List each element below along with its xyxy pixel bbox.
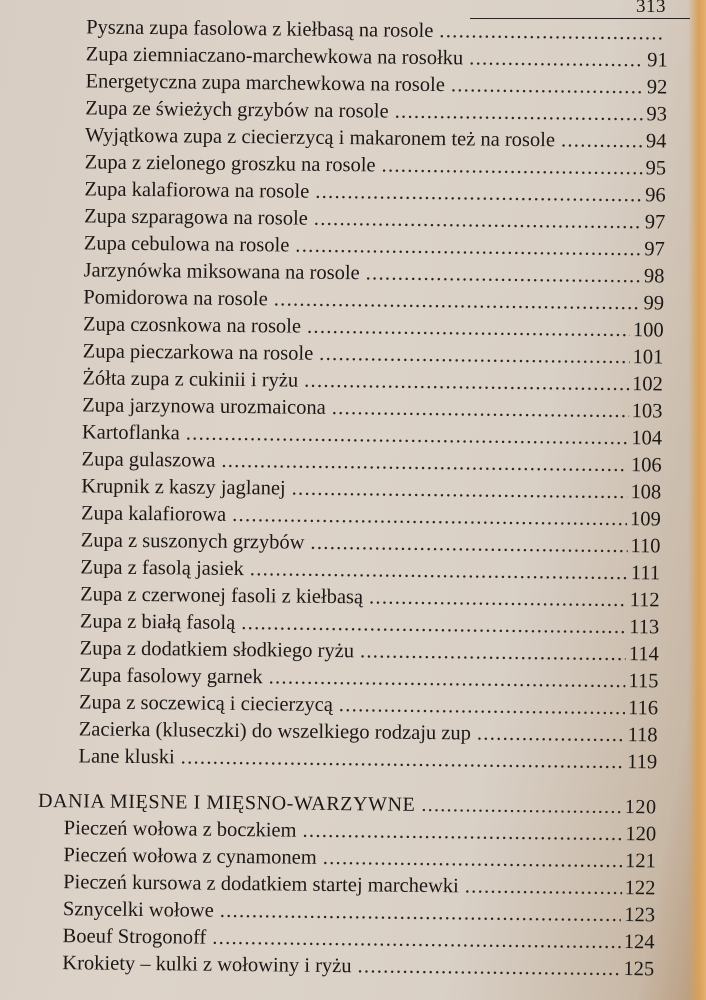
entry-page-number: 112 [629,589,660,612]
entry-title: Boeuf Strogonoff [62,925,207,949]
entry-title: Zupa z czerwonej fasoli z kiełbasą [80,583,364,609]
dot-leader [451,74,644,99]
entry-title: Zupa kalafiorowa [80,502,227,526]
entry-title: Zupa jarzynowa urozmaicona [82,394,326,419]
entry-title: Zupa ziemniaczano-marchewkowa na rosołku [85,43,464,70]
entry-page-number: 120 [625,823,657,846]
entry-title: Energetyczna zupa marchewkowa na rosole [85,70,446,97]
entry-page-number: 106 [630,454,662,477]
entry-title: Zupa cebulowa na rosole [83,232,290,257]
entry-page-number: 91 [647,49,668,72]
dot-leader [292,478,628,505]
entry-title: Zupa z suszonych grzybów [80,529,305,554]
dot-leader [295,235,641,262]
entry-title: Zupa kalafiorowa na rosole [84,178,310,203]
entry-title: Krokiety – kulki z wołowiny i ryżu [62,952,352,978]
entry-page-number: 99 [643,292,665,315]
dot-leader [332,397,629,423]
entry-page-number: 96 [645,184,666,207]
entry-page-number: 109 [629,508,661,531]
entry-page-number: 104 [631,427,663,450]
entry-title: Zupa z białą fasolą [79,610,236,634]
dot-leader [310,532,627,558]
entry-page-number: 120 [624,796,657,819]
entry-page-number: 119 [627,751,658,774]
entry-page-number: 116 [627,697,659,720]
entry-page-number: 108 [630,481,662,504]
entry-page-number: 110 [630,535,661,558]
dot-leader [221,450,628,477]
entry-title: Zupa z fasolą jasiek [80,556,244,581]
entry-page-number: 113 [629,616,660,639]
dot-leader [357,955,620,981]
dot-leader [421,794,622,819]
dot-leader [395,101,644,127]
entry-page-number: 93 [646,103,667,126]
dot-leader [220,900,622,927]
dot-leader [561,129,643,153]
entry-title: Zupa gulaszowa [81,448,216,472]
entry-page-number: 102 [632,373,663,396]
dot-leader [307,316,630,342]
dot-leader [360,640,626,666]
entry-title: Pieczeń wołowa z boczkiem [63,817,297,842]
entry-page-number: 114 [628,643,659,666]
entry-page-number: 118 [627,724,658,747]
entry-title: Zupa czosnkowa na rosole [82,313,302,338]
dot-leader [323,847,623,873]
dot-leader [469,47,644,72]
dot-leader [302,820,622,846]
entry-title: Sznycelki wołowe [62,898,214,922]
entry-title: Lane kluski [78,745,175,769]
entry-title: Pomidorowa na rosole [83,286,268,311]
entry-page-number: 121 [624,850,656,873]
entry-title: Zupa ze świeżych grzybów na rosole [85,97,389,123]
dot-leader [181,746,625,774]
page-number: 313 [636,0,666,17]
entry-page-number: 97 [644,238,665,261]
dot-leader [314,208,642,234]
entry-page-number: 115 [628,670,659,693]
dot-leader [465,875,622,900]
entry-page-number: 92 [646,76,668,99]
dot-leader [212,927,621,954]
entry-page-number: 124 [623,931,655,954]
entry-page-number: 123 [624,904,656,927]
entry-page-number: 97 [644,211,666,234]
dot-leader [319,343,630,369]
entry-page-number: 98 [643,265,665,288]
dot-leader [232,504,627,531]
entry-title: Jarzynówka miksowana na rosole [83,259,360,285]
entry-page-number: 95 [645,157,667,180]
dot-leader [241,612,626,639]
entry-title: Zupa z dodatkiem słodkiego ryżu [79,637,355,663]
dot-leader [269,666,626,693]
entry-page-number: 100 [632,319,664,342]
entry-title: Zupa pieczarkowa na rosole [82,340,314,365]
entry-page-number: 111 [630,562,661,585]
dot-leader [439,20,665,45]
entry-title: Zacierka (kluseczki) do wszelkiego rodzaju zup [78,718,472,745]
entry-page-number: 103 [631,400,663,423]
entry-title: Pyszna zupa fasolowa z kiełbasą na rosole [86,16,434,43]
entry-title: Zupa z zielonego groszku na rosole [84,151,376,177]
entry-title: Zupa szparagowa na rosole [84,205,308,230]
entry-title: Krupnik z kaszy jaglanej [81,475,286,500]
entry-title: Pieczeń kursowa z dodatkiem startej marchewki [63,871,459,898]
entry-title: Kartoflanka [81,421,180,445]
entry-page-number: 122 [624,877,656,900]
dot-leader [477,723,625,748]
entry-page-number: 101 [632,346,664,369]
section-title: DANIA MIĘSNE I MIĘSNO-WARZYWNE [37,789,416,816]
entry-title: Pieczeń wołowa z cynamonem [63,844,317,869]
dot-leader [315,181,642,207]
entry-page-number: 125 [623,958,655,981]
dot-leader [369,586,627,612]
dot-leader [274,288,641,315]
entry-title: Zupa fasolowy garnek [79,664,263,689]
entry-title: Zupa z soczewicą i ciecierzycą [78,691,333,716]
entry-title: Żółta zupa z cukinii i ryżu [82,367,299,392]
dot-leader [339,694,625,720]
toc-entry [78,745,657,777]
dot-leader [250,558,628,585]
toc-entry [62,952,654,984]
dot-leader [304,370,629,396]
dot-leader [186,422,629,450]
entry-title: Wyjątkowa zupa z ciecierzycą i makaronem też na rosole [84,124,556,152]
dot-leader [381,154,642,180]
entry-page-number: 94 [645,130,667,153]
dot-leader [366,262,642,288]
